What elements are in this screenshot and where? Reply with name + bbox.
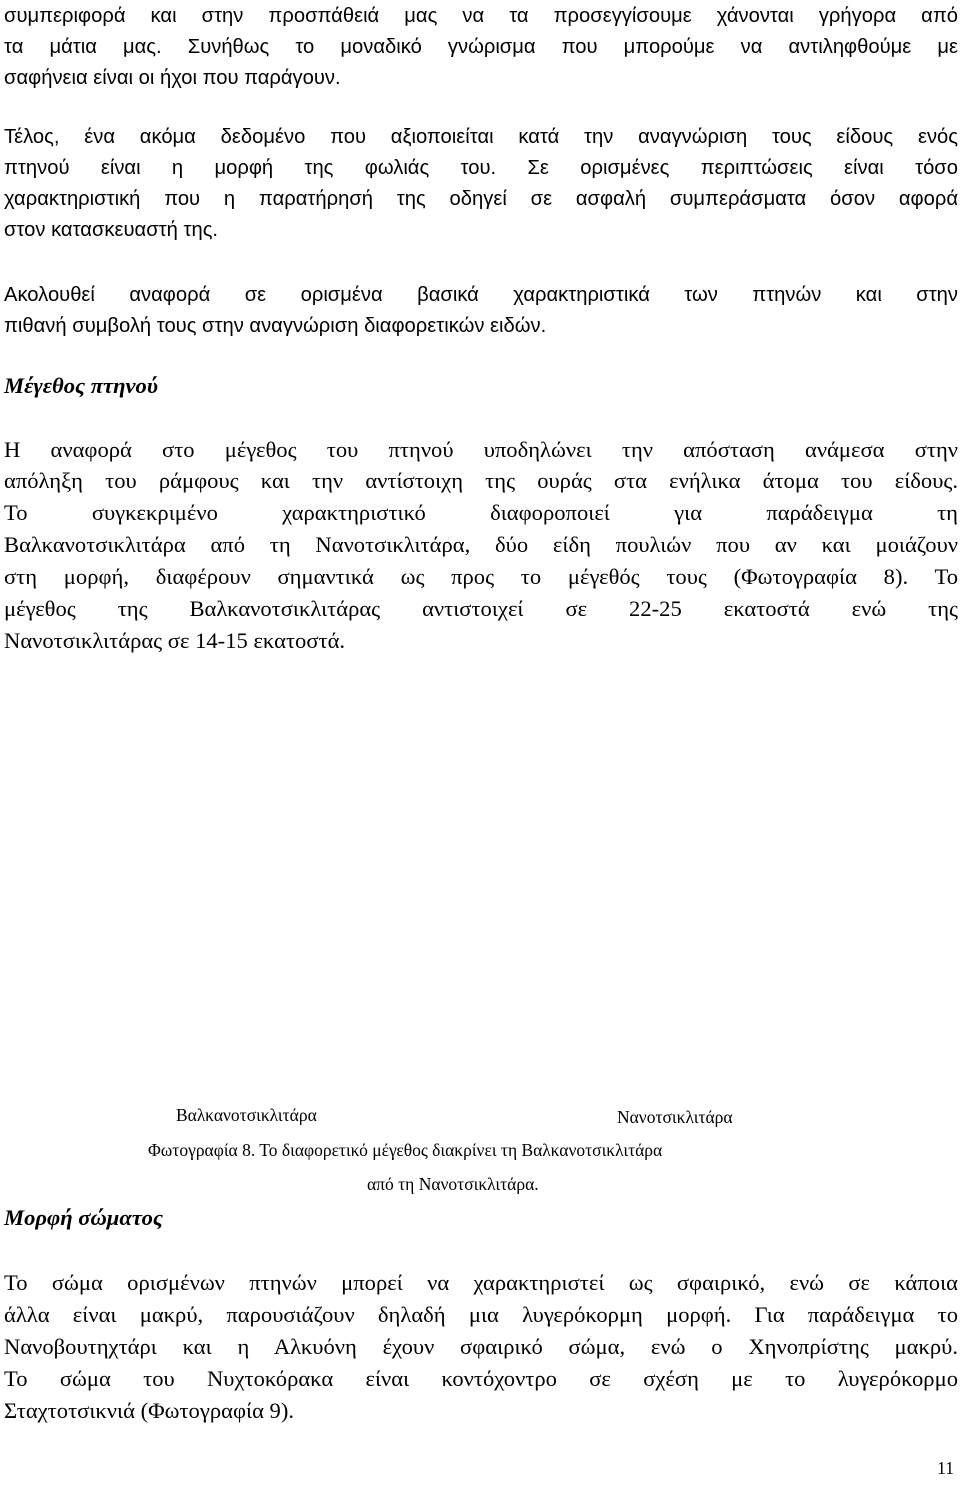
figure-caption-line2: από τη Νανοτσικλιτάρα. (367, 1174, 539, 1194)
section-heading-body-shape: Μορφή σώματος (4, 1205, 163, 1230)
paragraph-line: Το σώμα ορισμένων πτηνών μπορεί να χαρακτηριστεί ως σφαιρικό, ενώ σε κάποια (4, 1270, 958, 1295)
paragraph-line: Βαλκανοτσικλιτάρα από τη Νανοτσικλιτάρα, δύο είδη πουλιών που αν και μοιάζουν (4, 532, 958, 557)
figure-label-right: Νανοτσικλιτάρα (617, 1107, 733, 1127)
paragraph-line: Το σώμα του Νυχτοκόρακα είναι κοντόχοντρο σε σχέση με το λυγερόκορμο (4, 1366, 958, 1391)
paragraph-line: Σταχτοτσικνιά (Φωτογραφία 9). (4, 1398, 295, 1423)
paragraph-line: άλλα είναι μακρύ, παρουσιάζουν δηλαδή μια λυγερόκορμη μορφή. Για παράδειγμα το (4, 1302, 958, 1327)
paragraph-line: χαρακτηριστική που η παρατήρησή της οδηγεί σε ασφαλή συμπεράσματα όσον αφορά (4, 188, 958, 210)
paragraph-line: Νανοτσικλιτάρας σε 14-15 εκατοστά. (4, 628, 346, 653)
paragraph-line: πτηνού είναι η μορφή της φωλιάς του. Σε ορισμένες περιπτώσεις είναι τόσο (4, 157, 958, 179)
paragraph-line: τα μάτια μας. Συνήθως το μοναδικό γνώρισμα που μπορούμε να αντιληφθούμε με (4, 36, 958, 58)
section-heading-bird-size: Μέγεθος πτηνού (4, 373, 158, 398)
paragraph-line: Το συγκεκριμένο χαρακτηριστικό διαφοροποιεί για παράδειγμα τη (4, 500, 958, 525)
page-number: 11 (937, 1458, 954, 1478)
paragraph-line: σαφήνεια είναι οι ήχοι που παράγουν. (4, 67, 341, 89)
figure-caption-line1: Φωτογραφία 8. Το διαφορετικό μέγεθος διακρίνει τη Βαλκανοτσικλιτάρα (148, 1140, 663, 1160)
paragraph-line: απόληξη του ράμφους και την αντίστοιχη της ουράς στα ενήλικα άτομα του είδους. (4, 468, 958, 493)
paragraph-line: πιθανή συμβολή τους στην αναγνώριση διαφορετικών ειδών. (4, 315, 547, 337)
paragraph-line: στη μορφή, διαφέρουν σημαντικά ως προς το μέγεθός τους (Φωτογραφία 8). Το (4, 564, 958, 589)
paragraph-line: Νανοβουτηχτάρι και η Αλκυόνη έχουν σφαιρικό σώμα, ενώ ο Χηνοπρίστης μακρύ. (4, 1334, 958, 1359)
paragraph-line: Ακολουθεί αναφορά σε ορισμένα βασικά χαρακτηριστικά των πτηνών και στην (4, 284, 958, 306)
paragraph-line: στον κατασκευαστή της. (4, 219, 219, 241)
figure-label-left: Βαλκανοτσικλιτάρα (176, 1105, 317, 1125)
paragraph-line: Η αναφορά στο μέγεθος του πτηνού υποδηλώνει την απόσταση ανάμεσα στην (4, 437, 958, 462)
paragraph-line: συμπεριφορά και στην προσπάθειά μας να τα προσεγγίσουμε χάνονται γρήγορα από (4, 5, 958, 27)
paragraph-line: Τέλος, ένα ακόμα δεδομένο που αξιοποιείται κατά την αναγνώριση τους είδους ενός (4, 126, 958, 148)
paragraph-line: μέγεθος της Βαλκανοτσικλιτάρας αντιστοιχεί σε 22-25 εκατοστά ενώ της (4, 596, 958, 621)
